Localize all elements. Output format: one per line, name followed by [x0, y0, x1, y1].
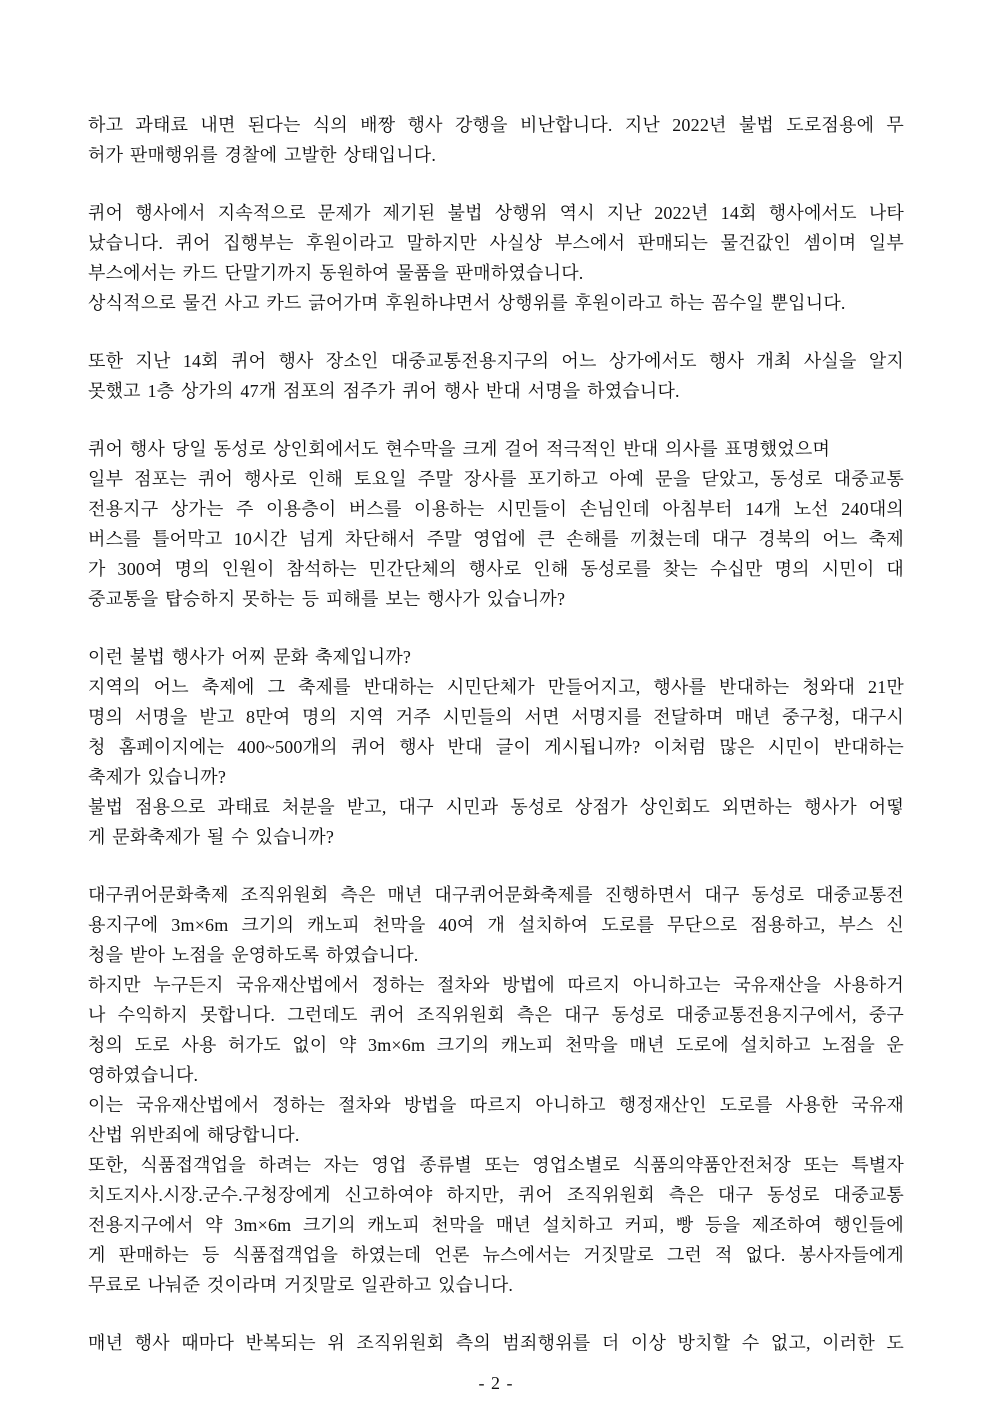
paragraph-gap — [88, 170, 904, 198]
text-line: 청 홈페이지에는 400~500개의 퀴어 행사 반대 글이 게시됩니까? 이처럼 많은 시민이 반대하는 — [88, 737, 904, 757]
text-line: 전용지구에서 약 3m×6m 크기의 캐노피 천막을 매년 설치하고 커피, 빵 등을 제조하여 행인들에 — [88, 1215, 904, 1235]
text-line: 가 300여 명의 인원이 참석하는 민간단체의 행사로 인해 동성로를 찾는 수십만 명의 시민이 대 — [88, 559, 904, 579]
text-line: 또한, 식품접객업을 하려는 자는 영업 종류별 또는 영업소별로 식품의약품안전처장 또는 특별자 — [88, 1155, 904, 1175]
text-line: 지역의 어느 축제에 그 축제를 반대하는 시민단체가 만들어지고, 행사를 반대하는 청와대 21만 — [88, 677, 904, 697]
text-line: 불법 점용으로 과태료 처분을 받고, 대구 시민과 동성로 상점가 상인회도 외면하는 행사가 어떻 — [88, 797, 904, 817]
text-line: 하고 과태료 내면 된다는 식의 배짱 행사 강행을 비난합니다. 지난 2022년 불법 도로점용에 무 — [88, 115, 904, 135]
text-line: 못했고 1층 상가의 47개 점포의 점주가 퀴어 행사 반대 서명을 하였습니다. — [88, 381, 680, 401]
paragraph-gap — [88, 318, 904, 346]
text-line: 전용지구 상가는 주 이용층이 버스를 이용하는 시민들이 손님인데 아침부터 14개 노선 240대의 — [88, 499, 904, 519]
text-line: 퀴어 행사 당일 동성로 상인회에서도 현수막을 크게 걸어 적극적인 반대 의사를 표명했었으며 — [88, 439, 831, 459]
paragraph-gap — [88, 406, 904, 434]
text-line: 치도지사.시장.군수.구청장에게 신고하여야 하지만, 퀴어 조직위원회 측은 대구 동성로 대중교통 — [88, 1185, 904, 1205]
text-body — [88, 110, 904, 1358]
text-line: 또한 지난 14회 퀴어 행사 장소인 대중교통전용지구의 어느 상가에서도 행사 개최 사실을 알지 — [88, 351, 904, 371]
text-line: 이런 불법 행사가 어찌 문화 축제입니까? — [88, 647, 412, 667]
text-line: 게 문화축제가 될 수 있습니까? — [88, 827, 335, 847]
text-line: 무료로 나눠준 것이라며 거짓말로 일관하고 있습니다. — [88, 1275, 514, 1295]
text-line: 대구퀴어문화축제 조직위원회 측은 매년 대구퀴어문화축제를 진행하면서 대구 동성로 대중교통전 — [88, 885, 904, 905]
paragraph-gap — [88, 852, 904, 880]
text-line: 명의 서명을 받고 8만여 명의 지역 거주 시민들의 서면 서명지를 전달하며 매년 중구청, 대구시 — [88, 707, 904, 727]
text-line: 버스를 틀어막고 10시간 넘게 차단해서 주말 영업에 큰 손해를 끼쳤는데 대구 경북의 어느 축제 — [88, 529, 904, 549]
text-line: 영하였습니다. — [88, 1065, 199, 1085]
text-line: 게 판매하는 등 식품접객업을 하였는데 언론 뉴스에서는 거짓말로 그런 적 없다. 봉사자들에게 — [88, 1245, 904, 1265]
text-line: 부스에서는 카드 단말기까지 동원하여 물품을 판매하였습니다. — [88, 263, 584, 283]
text-line: 청의 도로 사용 허가도 없이 약 3m×6m 크기의 캐노피 천막을 매년 도로에 설치하고 노점을 운 — [88, 1035, 904, 1055]
text-line: 축제가 있습니까? — [88, 767, 227, 787]
text-line: 이는 국유재산법에서 정하는 절차와 방법을 따르지 아니하고 행정재산인 도로를 사용한 국유재 — [88, 1095, 904, 1115]
text-line: 났습니다. 퀴어 집행부는 후원이라고 말하지만 사실상 부스에서 판매되는 물건값인 셈이며 일부 — [88, 233, 904, 253]
text-line: 청을 받아 노점을 운영하도록 하였습니다. — [88, 945, 419, 965]
paragraph-gap — [88, 614, 904, 642]
paragraph-gap — [88, 1300, 904, 1328]
text-line: 중교통을 탑승하지 못하는 등 피해를 보는 행사가 있습니까? — [88, 589, 566, 609]
text-line: 하지만 누구든지 국유재산법에서 정하는 절차와 방법에 따르지 아니하고는 국유재산을 사용하거 — [88, 975, 904, 995]
text-line: 허가 판매행위를 경찰에 고발한 상태입니다. — [88, 145, 437, 165]
text-line: 상식적으로 물건 사고 카드 긁어가며 후원하냐면서 상행위를 후원이라고 하는 꼼수일 뿐입니다. — [88, 293, 846, 313]
text-line: 용지구에 3m×6m 크기의 캐노피 천막을 40여 개 설치하여 도로를 무단으로 점용하고, 부스 신 — [88, 915, 904, 935]
text-line: 매년 행사 때마다 반복되는 위 조직위원회 측의 범죄행위를 더 이상 방치할 수 없고, 이러한 도 — [88, 1333, 904, 1353]
text-line: 퀴어 행사에서 지속적으로 문제가 제기된 불법 상행위 역시 지난 2022년 14회 행사에서도 나타 — [88, 203, 904, 223]
page-number: - 2 - — [478, 1373, 514, 1393]
text-line: 일부 점포는 퀴어 행사로 인해 토요일 주말 장사를 포기하고 아예 문을 닫았고, 동성로 대중교통 — [88, 469, 904, 489]
text-line: 산법 위반죄에 해당합니다. — [88, 1125, 300, 1145]
text-line: 나 수익하지 못합니다. 그런데도 퀴어 조직위원회 측은 대구 동성로 대중교통전용지구에서, 중구 — [88, 1005, 904, 1025]
